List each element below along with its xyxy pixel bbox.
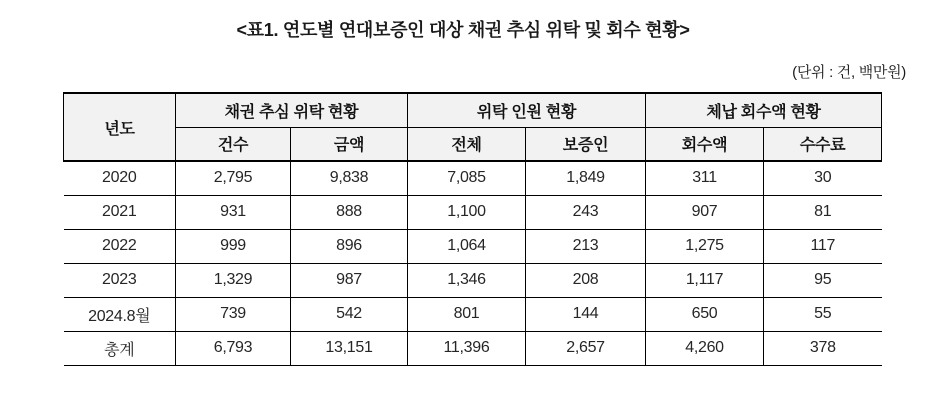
year-cell: 2023 [64,263,176,297]
value-cell: 1,849 [526,161,646,195]
table-header [64,93,882,161]
value-cell: 907 [646,195,764,229]
value-cell: 801 [408,297,526,331]
data-table [63,92,882,366]
value-cell: 243 [526,195,646,229]
value-cell: 7,085 [408,161,526,195]
header-recovered-amount: 회수액 [646,127,764,161]
value-cell: 1,346 [408,263,526,297]
year-cell: 2022 [64,229,176,263]
table-row-2021 [64,195,882,229]
value-cell: 213 [526,229,646,263]
year-cell: 총계 [64,331,176,365]
table-row-2024-8 [64,297,882,331]
value-cell: 650 [646,297,764,331]
value-cell: 931 [176,195,291,229]
value-cell: 542 [291,297,408,331]
unit-note: (단위 : 건, 백만원) [792,64,906,81]
header-fee: 수수료 [764,127,882,161]
header-case-count: 건수 [176,127,291,161]
header-year: 년도 [64,93,176,161]
header-sub-row [64,127,882,161]
value-cell: 117 [764,229,882,263]
table-row-total [64,331,882,365]
value-cell: 95 [764,263,882,297]
value-cell: 1,329 [176,263,291,297]
header-group-consignment: 채권 추심 위탁 현황 [176,93,408,127]
value-cell: 208 [526,263,646,297]
value-cell: 1,064 [408,229,526,263]
value-cell: 4,260 [646,331,764,365]
value-cell: 311 [646,161,764,195]
table-title: <표1. 연도별 연대보증인 대상 채권 추심 위탁 및 회수 현황> [236,20,690,40]
value-cell: 11,396 [408,331,526,365]
value-cell: 999 [176,229,291,263]
value-cell: 30 [764,161,882,195]
year-cell: 2024.8월 [64,297,176,331]
value-cell: 81 [764,195,882,229]
value-cell: 1,275 [646,229,764,263]
value-cell: 55 [764,297,882,331]
value-cell: 2,795 [176,161,291,195]
header-group-row [64,93,882,127]
header-guarantors: 보증인 [526,127,646,161]
value-cell: 739 [176,297,291,331]
value-cell: 1,100 [408,195,526,229]
table-row-2022 [64,229,882,263]
value-cell: 896 [291,229,408,263]
value-cell: 6,793 [176,331,291,365]
header-amount: 금액 [291,127,408,161]
table-row-2020 [64,161,882,195]
header-group-personnel: 위탁 인원 현황 [408,93,646,127]
header-total-persons: 전체 [408,127,526,161]
header-group-recovery: 체납 회수액 현황 [646,93,882,127]
value-cell: 13,151 [291,331,408,365]
value-cell: 9,838 [291,161,408,195]
table-row-2023 [64,263,882,297]
value-cell: 144 [526,297,646,331]
value-cell: 378 [764,331,882,365]
value-cell: 1,117 [646,263,764,297]
value-cell: 888 [291,195,408,229]
table-body [64,161,882,365]
value-cell: 987 [291,263,408,297]
year-cell: 2020 [64,161,176,195]
year-cell: 2021 [64,195,176,229]
value-cell: 2,657 [526,331,646,365]
